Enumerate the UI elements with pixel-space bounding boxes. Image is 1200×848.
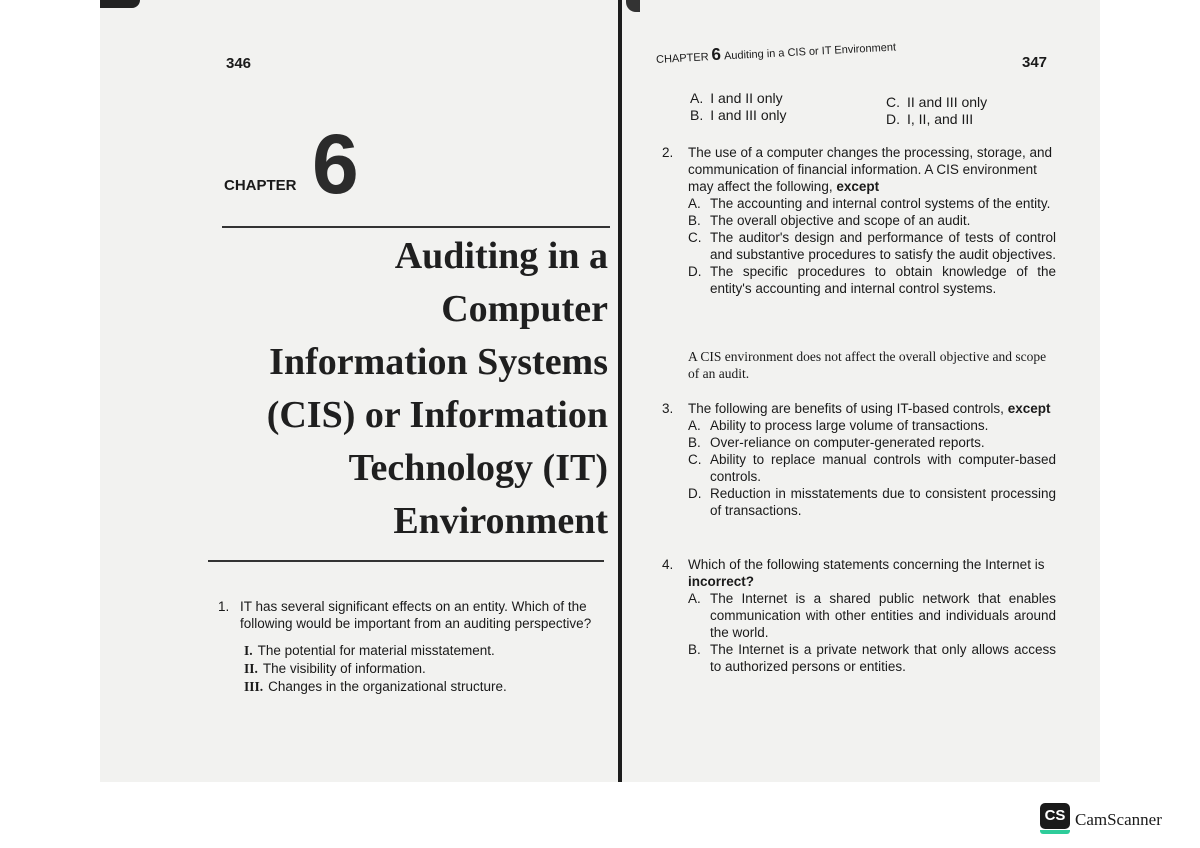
question-number: 4. [662, 557, 674, 572]
choice: A. Ability to process large volume of transactions. [688, 418, 989, 433]
roman-numeral: III. [244, 679, 264, 694]
option-text: I and II only [710, 90, 783, 106]
list-item [244, 642, 507, 660]
choice: C. The auditor's design and performance of tests of control and substantive procedures to satisfy the audit objectives. [688, 230, 1056, 262]
choice: B. Over-reliance on computer-generated reports. [688, 435, 985, 450]
scan-corner-shadow [100, 0, 140, 8]
roman-numeral: I. [244, 643, 253, 658]
question-text: The use of a computer changes the processing, storage, and communication of financial information. A CIS environment may affect the following, except [688, 145, 1052, 194]
option-text: I and III only [710, 107, 787, 123]
question-text: The following are benefits of using IT-based controls, except [688, 401, 1051, 416]
chapter-label: CHAPTER [224, 177, 297, 194]
camscanner-brand: CamScanner [1075, 810, 1162, 829]
option [690, 107, 787, 124]
option-letter: B. [690, 107, 704, 123]
option-text: I, II, and III [907, 111, 974, 127]
roman-numeral: II. [244, 661, 258, 676]
question-1 [218, 598, 608, 632]
page-number-left: 346 [226, 55, 252, 72]
option-letter: D. [886, 111, 900, 127]
item-text: The visibility of information. [262, 661, 426, 676]
list-item [244, 678, 507, 696]
question-emphasis: incorrect? [688, 574, 755, 589]
choice: A. The accounting and internal control systems of the entity. [688, 196, 1051, 211]
logo-accent-bar [1040, 830, 1070, 834]
question-emphasis: except [836, 179, 880, 194]
chapter-title-line: Computer [441, 288, 608, 330]
logo-letters: CS [1040, 803, 1070, 829]
choice: D. Reduction in misstatements due to consistent processing of transactions. [688, 486, 1056, 518]
option-text: II and III only [907, 94, 988, 110]
choices [688, 417, 1056, 519]
chapter-title-line: Auditing in a [394, 235, 608, 277]
choice: B. The Internet is a private network that only allows access to authorized persons or entities. [688, 642, 1056, 674]
camscanner-logo-icon [1040, 803, 1070, 833]
chapter-title-line: Environment [393, 500, 608, 542]
chapter-number: 6 [312, 117, 359, 211]
option-letter: C. [886, 94, 900, 110]
question-text: Which of the following statements concerning the Internet is incorrect? [688, 557, 1045, 589]
title-rule-bottom [208, 560, 604, 562]
choices [688, 590, 1056, 675]
option [886, 111, 973, 128]
question-emphasis: except [1007, 401, 1051, 416]
answer-explanation: A CIS environment does not affect the overall objective and scope of an audit. [688, 349, 1047, 381]
option-letter: A. [690, 90, 704, 106]
question-1-items [244, 642, 507, 696]
chapter-title-line: (CIS) or Information [266, 394, 608, 436]
header-chapter: CHAPTER [655, 51, 709, 66]
question-number: 3. [662, 401, 674, 416]
header-title: Auditing in a CIS or IT Environment [723, 41, 897, 63]
choice: C. Ability to replace manual controls with computer-based controls. [688, 452, 1056, 484]
question-text: IT has several significant effects on an entity. Which of the following would be important from an auditing perspective? [240, 599, 592, 631]
title-rule-top [222, 226, 610, 228]
choice: B. The overall objective and scope of an audit. [688, 213, 971, 228]
header-chapter-number: 6 [710, 44, 722, 65]
question-3 [662, 400, 1056, 519]
item-text: Changes in the organizational structure. [268, 679, 507, 694]
book-gutter [618, 0, 622, 782]
question-4 [662, 556, 1056, 675]
choice: A. The Internet is a shared public network that enables communication with other entities and individuals around the world. [688, 591, 1056, 640]
chapter-title-line: Technology (IT) [348, 447, 608, 489]
option [886, 94, 987, 111]
option [690, 90, 783, 107]
list-item [244, 660, 507, 678]
question-number: 2. [662, 145, 674, 160]
question-2 [662, 144, 1056, 297]
choices [688, 195, 1056, 297]
item-text: The potential for material misstatement. [257, 643, 495, 658]
question-number: 1. [218, 599, 230, 614]
chapter-title-line: Information Systems [269, 341, 608, 383]
page-number-right: 347 [1022, 54, 1048, 71]
choice: D. The specific procedures to obtain knowledge of the entity's accounting and internal control systems. [688, 264, 1056, 296]
